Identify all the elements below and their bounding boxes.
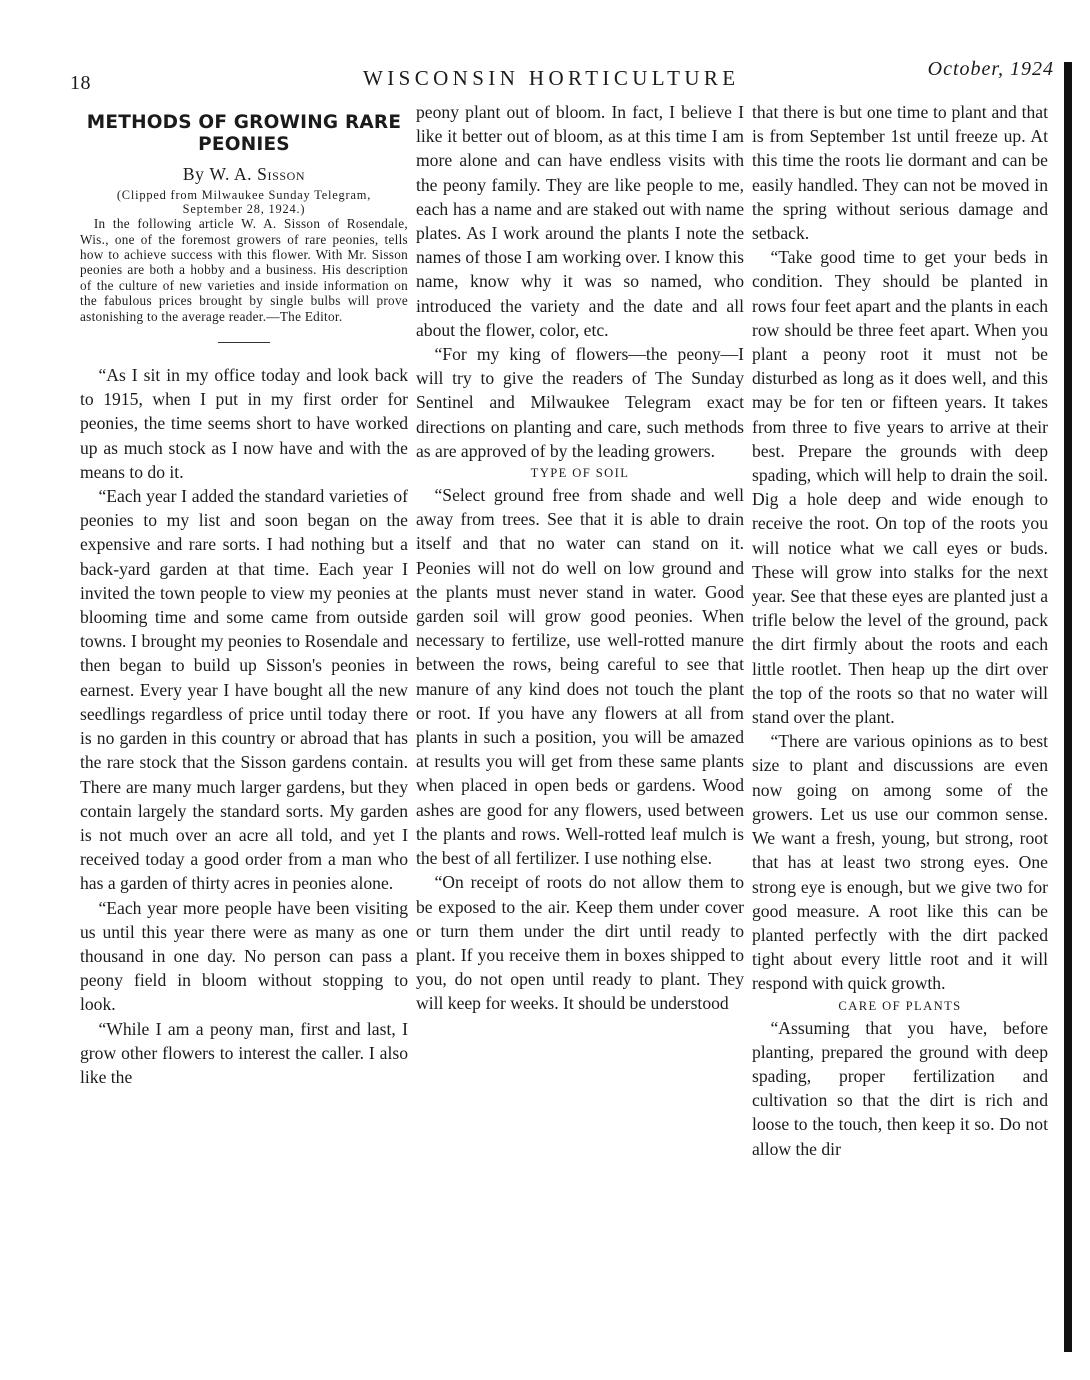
byline-author: W. A. Sisson: [209, 164, 306, 184]
subheading-care-of-plants: CARE OF PLANTS: [838, 998, 962, 1013]
paragraph-continued: peony plant out of bloom. In fact, I believe I like it better out of bloom, as at this time I am more alone and can have endless visits with the peony family. They are like people to me, each has a name and are staked out with name plates. As I work around the plants I note the names of those I am working over. I know this name, know why it was so named, who introduced the variety and the date and all about the flower, color, etc.: [416, 102, 744, 340]
paragraph: “There are various opinions as to best size to plant and discussions are even now going on among some of the growers. Let us use our common sense. We want a fresh, young, but strong, root that has at least two strong eyes. One strong eye is enough, but we give two for good measure. A root like this can be planted perfectly with the dirt packed tight about every little root and it will respond with quick growth.: [752, 731, 1048, 994]
column-2: [416, 100, 744, 1350]
editor-intro: In the following article W. A. Sisson of Rosendale, Wis., one of the foremost growers of rare peonies, tells how to achieve success with this flower. With Mr. Sisson peonies are both a hobby and a business. His description of the culture of new varieties and inside information on the fabulous prices brought by single bulbs will prove astonishing to the average reader.—The Editor.: [80, 216, 408, 324]
subheading-type-of-soil: TYPE OF SOIL: [530, 466, 630, 481]
paragraph-continued: that there is but one time to plant and that is from September 1st until freeze up. At this time the roots lie dormant and can be easily handled. They can not be moved in the spring without serious damage and setback.: [752, 102, 1048, 244]
journal-title: WISCONSIN HORTICULTURE: [363, 66, 740, 90]
source-note: (Clipped from Milwaukee Sunday Telegram, September 28, 1924.): [116, 188, 372, 217]
byline-prefix: By: [182, 164, 205, 184]
column-3: [752, 100, 1048, 1350]
issue-date: October, 1924: [927, 58, 1054, 80]
paragraph: “As I sit in my office today and look back to 1915, when I put in my first order for peonies, the time seems short to have worked up as much stock as I now have and with the means to do it.: [80, 365, 408, 482]
column-1: [80, 100, 408, 1350]
paragraph: “Take good time to get your beds in condition. They should be planted in rows four feet apart and the plants in each row should be three feet apart. When you plant a peony root it must not be disturbed as long as it does well, and this may be for ten or fifteen years. It takes from three to five years to arrive at their best. Prepare the grounds with deep spading, which will help to drain the soil. Dig a hole deep and wide enough to receive the root. On top of the roots you will notice what we call eyes or buds. These will grow into stalks for the next year. See that these eyes are planted just a trifle below the level of the ground, pack the dirt firmly about the roots and each little rootlet. Then heap up the dirt over the top of the roots so that no water will stand over the plant.: [752, 247, 1048, 728]
article-title: METHODS OF GROWING RARE PEONIES: [86, 112, 402, 155]
byline: [80, 162, 408, 186]
page-number: 18: [70, 72, 91, 94]
paragraph: “For my king of flowers—the peony—I will try to give the readers of The Sunday Sentinel and Milwaukee Telegram exact directions on planting and care, such methods as are approved of by the leading growers.: [416, 344, 744, 461]
paragraph: “Select ground free from shade and well away from trees. See that it is able to drain itself and that no water can stand on it. Peonies will not do well on low ground and the plants must never stand in water. Good garden soil will grow good peonies. When necessary to fertilize, use well-rotted manure between the rows, being careful to see that manure of any kind does not touch the plant or root. If you have any flowers at all from plants in such a position, you will be amazed at results you will get from these same plants when placed in open beds or gardens. Wood ashes are good for any flowers, used between the plants and rows. Well-rotted leaf mulch is the best of all fertilizer. I use nothing else.: [416, 485, 744, 869]
section-divider: [218, 342, 270, 343]
paragraph: “Assuming that you have, before planting, prepared the ground with deep spading, proper fertilization and cultivation so that the dirt is rich and loose to the touch, then keep it so. Do not allow the dir: [752, 1017, 1048, 1159]
paragraph: “Each year I added the standard varieties of peonies to my list and soon began on the expensive and rare sorts. I had nothing but a back-yard garden at that time. Each year I invited the town people to view my peonies at blooming time and some came from outside towns. I brought my peonies to Rosendale and then began to build up Sisson's peonies in earnest. Every year I have bought all the new seedlings regardless of price until today there is no garden in this country or abroad that has the rare stock that the Sisson gardens contain. There are many much larger gardens, but they contain largely the standard sorts. My garden is not much over an acre all told, and yet I received today a good order from a man who has a garden of thirty acres in peonies alone.: [80, 486, 408, 894]
paragraph: “While I am a peony man, first and last, I grow other flowers to interest the caller. I also like the: [80, 1018, 408, 1087]
page-edge-shadow: [1064, 62, 1072, 1352]
running-head: [70, 58, 1060, 92]
paragraph: “Each year more people have been visiting us until this year there were as many as one thousand in one day. No person can pass a peony field in bloom without stopping to look.: [80, 897, 408, 1015]
paragraph: “On receipt of roots do not allow them to be exposed to the air. Keep them under cover or turn them under the dirt until ready to plant. If you receive them in boxes shipped to you, do not open until ready to plant. They will keep for weeks. It should be understood: [416, 872, 744, 1014]
